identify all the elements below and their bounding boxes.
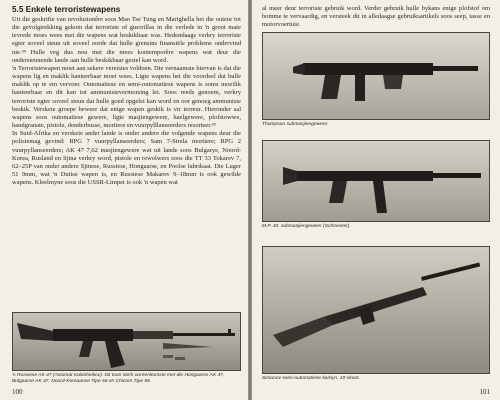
simonov-photo bbox=[262, 246, 490, 374]
mp40-caption: M.P. 40. submasjiengeweer (Schmeizer). bbox=[262, 224, 351, 229]
left-page bbox=[0, 0, 248, 400]
left-body-text bbox=[12, 16, 241, 187]
ak47-caption: 'n Russiese AK 47 (Avtomat Kalashnikov). Dit toon sterk ooreenkomste met die Hongaarse AK 47, Bulgaarse AK 47, Noord-Koreaanse Tipe 58 en Chicom Tipe 56. bbox=[12, 373, 225, 384]
paragraph-1: Uit die geskrifte van revolusionêre soos Mao Tse Tung en Marighella het die outeur tot die gevolgtrekking gekom dat terroriste of guerrillas in die verlede in 'n groot mate tevrede moes wees met die wapens wat beskikbaar was. Hedendaags verkry terroriste egter soveel steun uit soveel oorde dat hulle grensins finansiële probleme ondervind nie.³⁴ Hulle veg dus nou met die mees kontemporêre wapens wat deur die ondersteunende lande aan hulle beskikbaar gestel kan word. bbox=[12, 16, 241, 64]
right-page bbox=[252, 0, 500, 400]
simonov-caption: Simonov semi-outomatiese karbyn, 10-skoot. bbox=[262, 376, 360, 381]
thompson-gun-icon bbox=[263, 33, 490, 120]
mp40-gun-icon bbox=[263, 141, 490, 222]
paragraph-3: In Suid-Afrika en verskeie ander lande is onder andere die volgende wapens deur die polisiemag gevind: RPG 7 vuurpyllanseerders; Sam 7-Strela mortiere; RPG 2 vuurpyllanseerders; AK 47 7,62 masjiengewere wat uit lande soos Bulgarye, Noord-Korea, Rusland en Sjina verkry word, pistole en rewolwers soos die TT 33 Tokarev 7, 62–25P van onder andere Sjinese, Russiese, Hongaarse, en Poolse fabrikaat. Die Luger 51 9mm, wat 'n Duitse wapen is, en Russiese Makarov 9–18mm is ook gewilde wapens. Kleelmyne soos die USSR-Limpet is ook 'n wapen wat bbox=[12, 130, 241, 187]
simonov-carbine-icon bbox=[263, 247, 490, 374]
paragraph-2: 'n Terroristewapen moet aan sekere vereistes voldoen. Die vernaamste hiervan is dat die wapens lig en maklik hanteerbaar moet wees. Ligte wapens het die voordeel dat hulle maklik op te em vervoer. Outomatiese en semi-outomatiese wapens is soms moeilik hanteerbaar en dit kan tot ammunisievermorsing lei. Soos reeds genoem, verkry terroriste egter soveel steun dat hulle goed opgelei kan word en oor genoeg ammunisie beskik. Verskeie groepe beweer dat enige wapen geskik is vir terreur. Hieronder sal wapens soos outomatiese gewere, ligte masjiengewere, haelgewere, plofstowwe, handgranate, pistole, donderbusse, mortiere en vuurpylllanseerders resorteer.³⁵ bbox=[12, 64, 241, 130]
mp40-photo bbox=[262, 140, 490, 222]
thompson-photo bbox=[262, 32, 490, 120]
page-number-left: 100 bbox=[12, 388, 23, 396]
ak47-photo bbox=[12, 312, 241, 371]
thompson-caption: Thompson submasjiengeweer. bbox=[262, 122, 329, 127]
section-heading: 5.5 Enkele terroristewapens bbox=[12, 5, 121, 14]
right-intro-text: al meer deur terroriste gebruik word. Verder gebruik hulle bykans enige plofstof om bomme te vervaardig, en versteek dit in alledaagse gebruiksartikels soos seep, tasse en motorvoertuie. bbox=[262, 5, 490, 29]
page-number-right: 101 bbox=[479, 388, 490, 396]
ak47-rifle-icon bbox=[13, 313, 241, 371]
